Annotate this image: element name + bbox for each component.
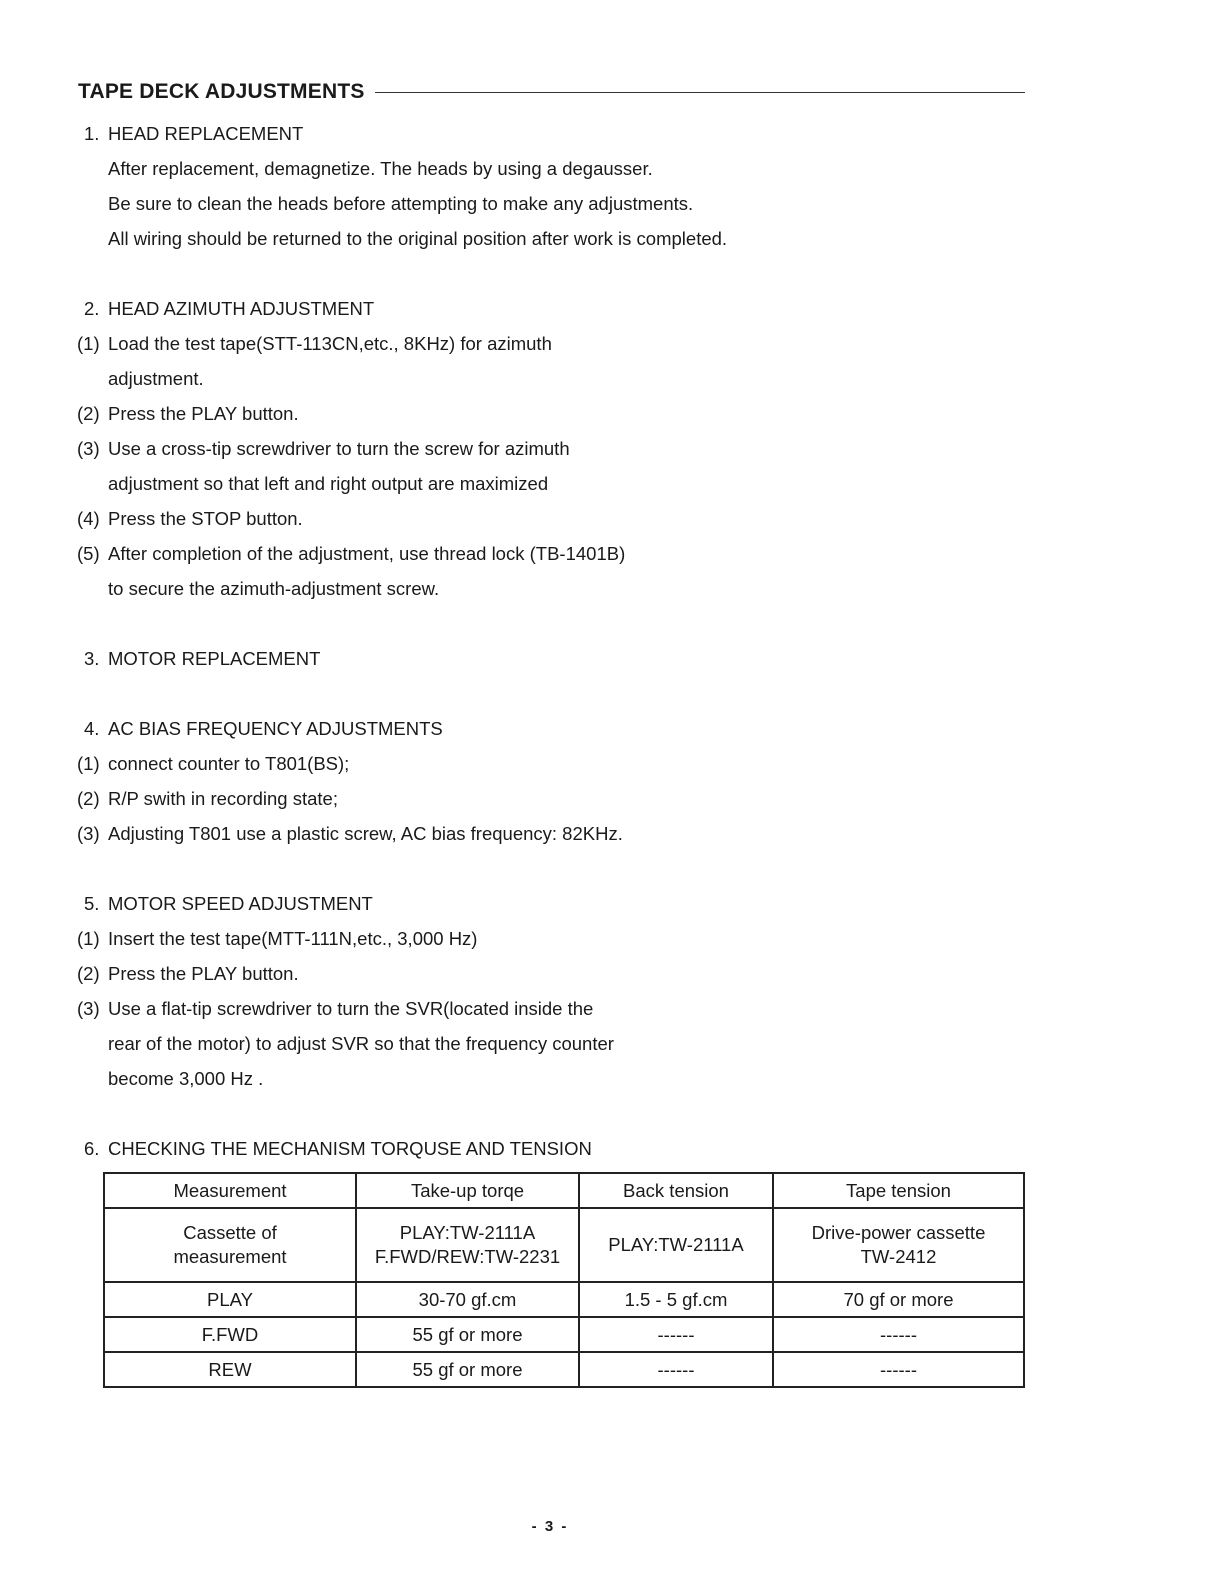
table-cell: 30-70 gf.cm: [356, 1282, 579, 1317]
step-number: (3): [77, 998, 100, 1019]
table-row-cassette: [104, 1208, 1024, 1282]
step-line: Press the PLAY button.: [108, 403, 299, 424]
table-row: [104, 1352, 1024, 1387]
table-cell: PLAY: [104, 1282, 356, 1317]
table-cell: [773, 1208, 1024, 1282]
body-line: Be sure to clean the heads before attempting to make any adjustments.: [108, 193, 694, 214]
cell-line: Cassette of: [183, 1222, 277, 1243]
table-cell: ------: [773, 1352, 1024, 1387]
table-cell: 55 gf or more: [356, 1352, 579, 1387]
step-line: Adjusting T801 use a plastic screw, AC bias frequency: 82KHz.: [108, 823, 623, 844]
cell-line: measurement: [173, 1246, 287, 1267]
table-cell: 1.5 - 5 gf.cm: [579, 1282, 773, 1317]
step-line: Press the PLAY button.: [108, 963, 299, 984]
table-cell: [356, 1208, 579, 1282]
table-cell: ------: [773, 1317, 1024, 1352]
page-title: TAPE DECK ADJUSTMENTS: [78, 80, 365, 103]
table-cell: [104, 1208, 356, 1282]
step-number: (3): [77, 823, 100, 844]
section-heading: HEAD REPLACEMENT: [108, 123, 304, 144]
torque-tension-table: [103, 1172, 1025, 1388]
step-number: (3): [77, 438, 100, 459]
column-header: Back tension: [579, 1173, 773, 1208]
cell-line: Drive-power cassette: [811, 1222, 986, 1243]
step-line: Load the test tape(STT-113CN,etc., 8KHz) for azimuth: [108, 333, 552, 354]
step-number: (2): [77, 788, 100, 809]
step-line: Use a flat-tip screwdriver to turn the SVR(located inside the: [108, 998, 594, 1019]
step-line: to secure the azimuth-adjustment screw.: [108, 578, 440, 599]
step-line: Press the STOP button.: [108, 508, 303, 529]
step-line: connect counter to T801(BS);: [108, 753, 350, 774]
section-number: 6.: [84, 1138, 100, 1159]
section-heading: HEAD AZIMUTH ADJUSTMENT: [108, 298, 375, 319]
table-cell: PLAY:TW-2111A: [579, 1208, 773, 1282]
section-heading: MOTOR SPEED ADJUSTMENT: [108, 893, 373, 914]
body-line: All wiring should be returned to the original position after work is completed.: [108, 228, 728, 249]
step-line: adjustment.: [108, 368, 204, 389]
column-header: Tape tension: [773, 1173, 1024, 1208]
step-line: After completion of the adjustment, use thread lock (TB-1401B): [108, 543, 626, 564]
step-line: become 3,000 Hz .: [108, 1068, 264, 1089]
step-line: Insert the test tape(MTT-111N,etc., 3,000 Hz): [108, 928, 478, 949]
table-cell: 55 gf or more: [356, 1317, 579, 1352]
step-number: (1): [77, 928, 100, 949]
section-number: 3.: [84, 648, 100, 669]
page-title-row: [78, 78, 1025, 106]
table-cell: F.FWD: [104, 1317, 356, 1352]
step-number: (4): [77, 508, 100, 529]
table-header-row: [104, 1173, 1024, 1208]
step-line: rear of the motor) to adjust SVR so that the frequency counter: [108, 1033, 614, 1054]
step-number: (5): [77, 543, 100, 564]
table-row: [104, 1317, 1024, 1352]
step-line: Use a cross-tip screwdriver to turn the screw for azimuth: [108, 438, 570, 459]
title-rule: [375, 92, 1025, 93]
section-number: 5.: [84, 893, 100, 914]
cell-line: TW-2412: [860, 1246, 937, 1267]
step-line: adjustment so that left and right output are maximized: [108, 473, 549, 494]
section-heading: MOTOR REPLACEMENT: [108, 648, 321, 669]
column-header: Take-up torqe: [356, 1173, 579, 1208]
table-cell: REW: [104, 1352, 356, 1387]
section-heading: AC BIAS FREQUENCY ADJUSTMENTS: [108, 718, 443, 739]
section-number: 1.: [84, 123, 100, 144]
cell-line: PLAY:TW-2111A: [399, 1222, 536, 1243]
section-heading: CHECKING THE MECHANISM TORQUSE AND TENSION: [108, 1138, 592, 1159]
table-cell: ------: [579, 1352, 773, 1387]
table-row: [104, 1282, 1024, 1317]
table-cell: ------: [579, 1317, 773, 1352]
step-number: (1): [77, 333, 100, 354]
body-line: After replacement, demagnetize. The heads by using a degausser.: [108, 158, 653, 179]
table-cell: 70 gf or more: [773, 1282, 1024, 1317]
page-number: - 3 -: [531, 1518, 569, 1535]
step-number: (2): [77, 963, 100, 984]
section-number: 4.: [84, 718, 100, 739]
step-line: R/P swith in recording state;: [108, 788, 338, 809]
cell-line: F.FWD/REW:TW-2231: [374, 1246, 561, 1267]
column-header: Measurement: [104, 1173, 356, 1208]
step-number: (1): [77, 753, 100, 774]
section-number: 2.: [84, 298, 100, 319]
step-number: (2): [77, 403, 100, 424]
